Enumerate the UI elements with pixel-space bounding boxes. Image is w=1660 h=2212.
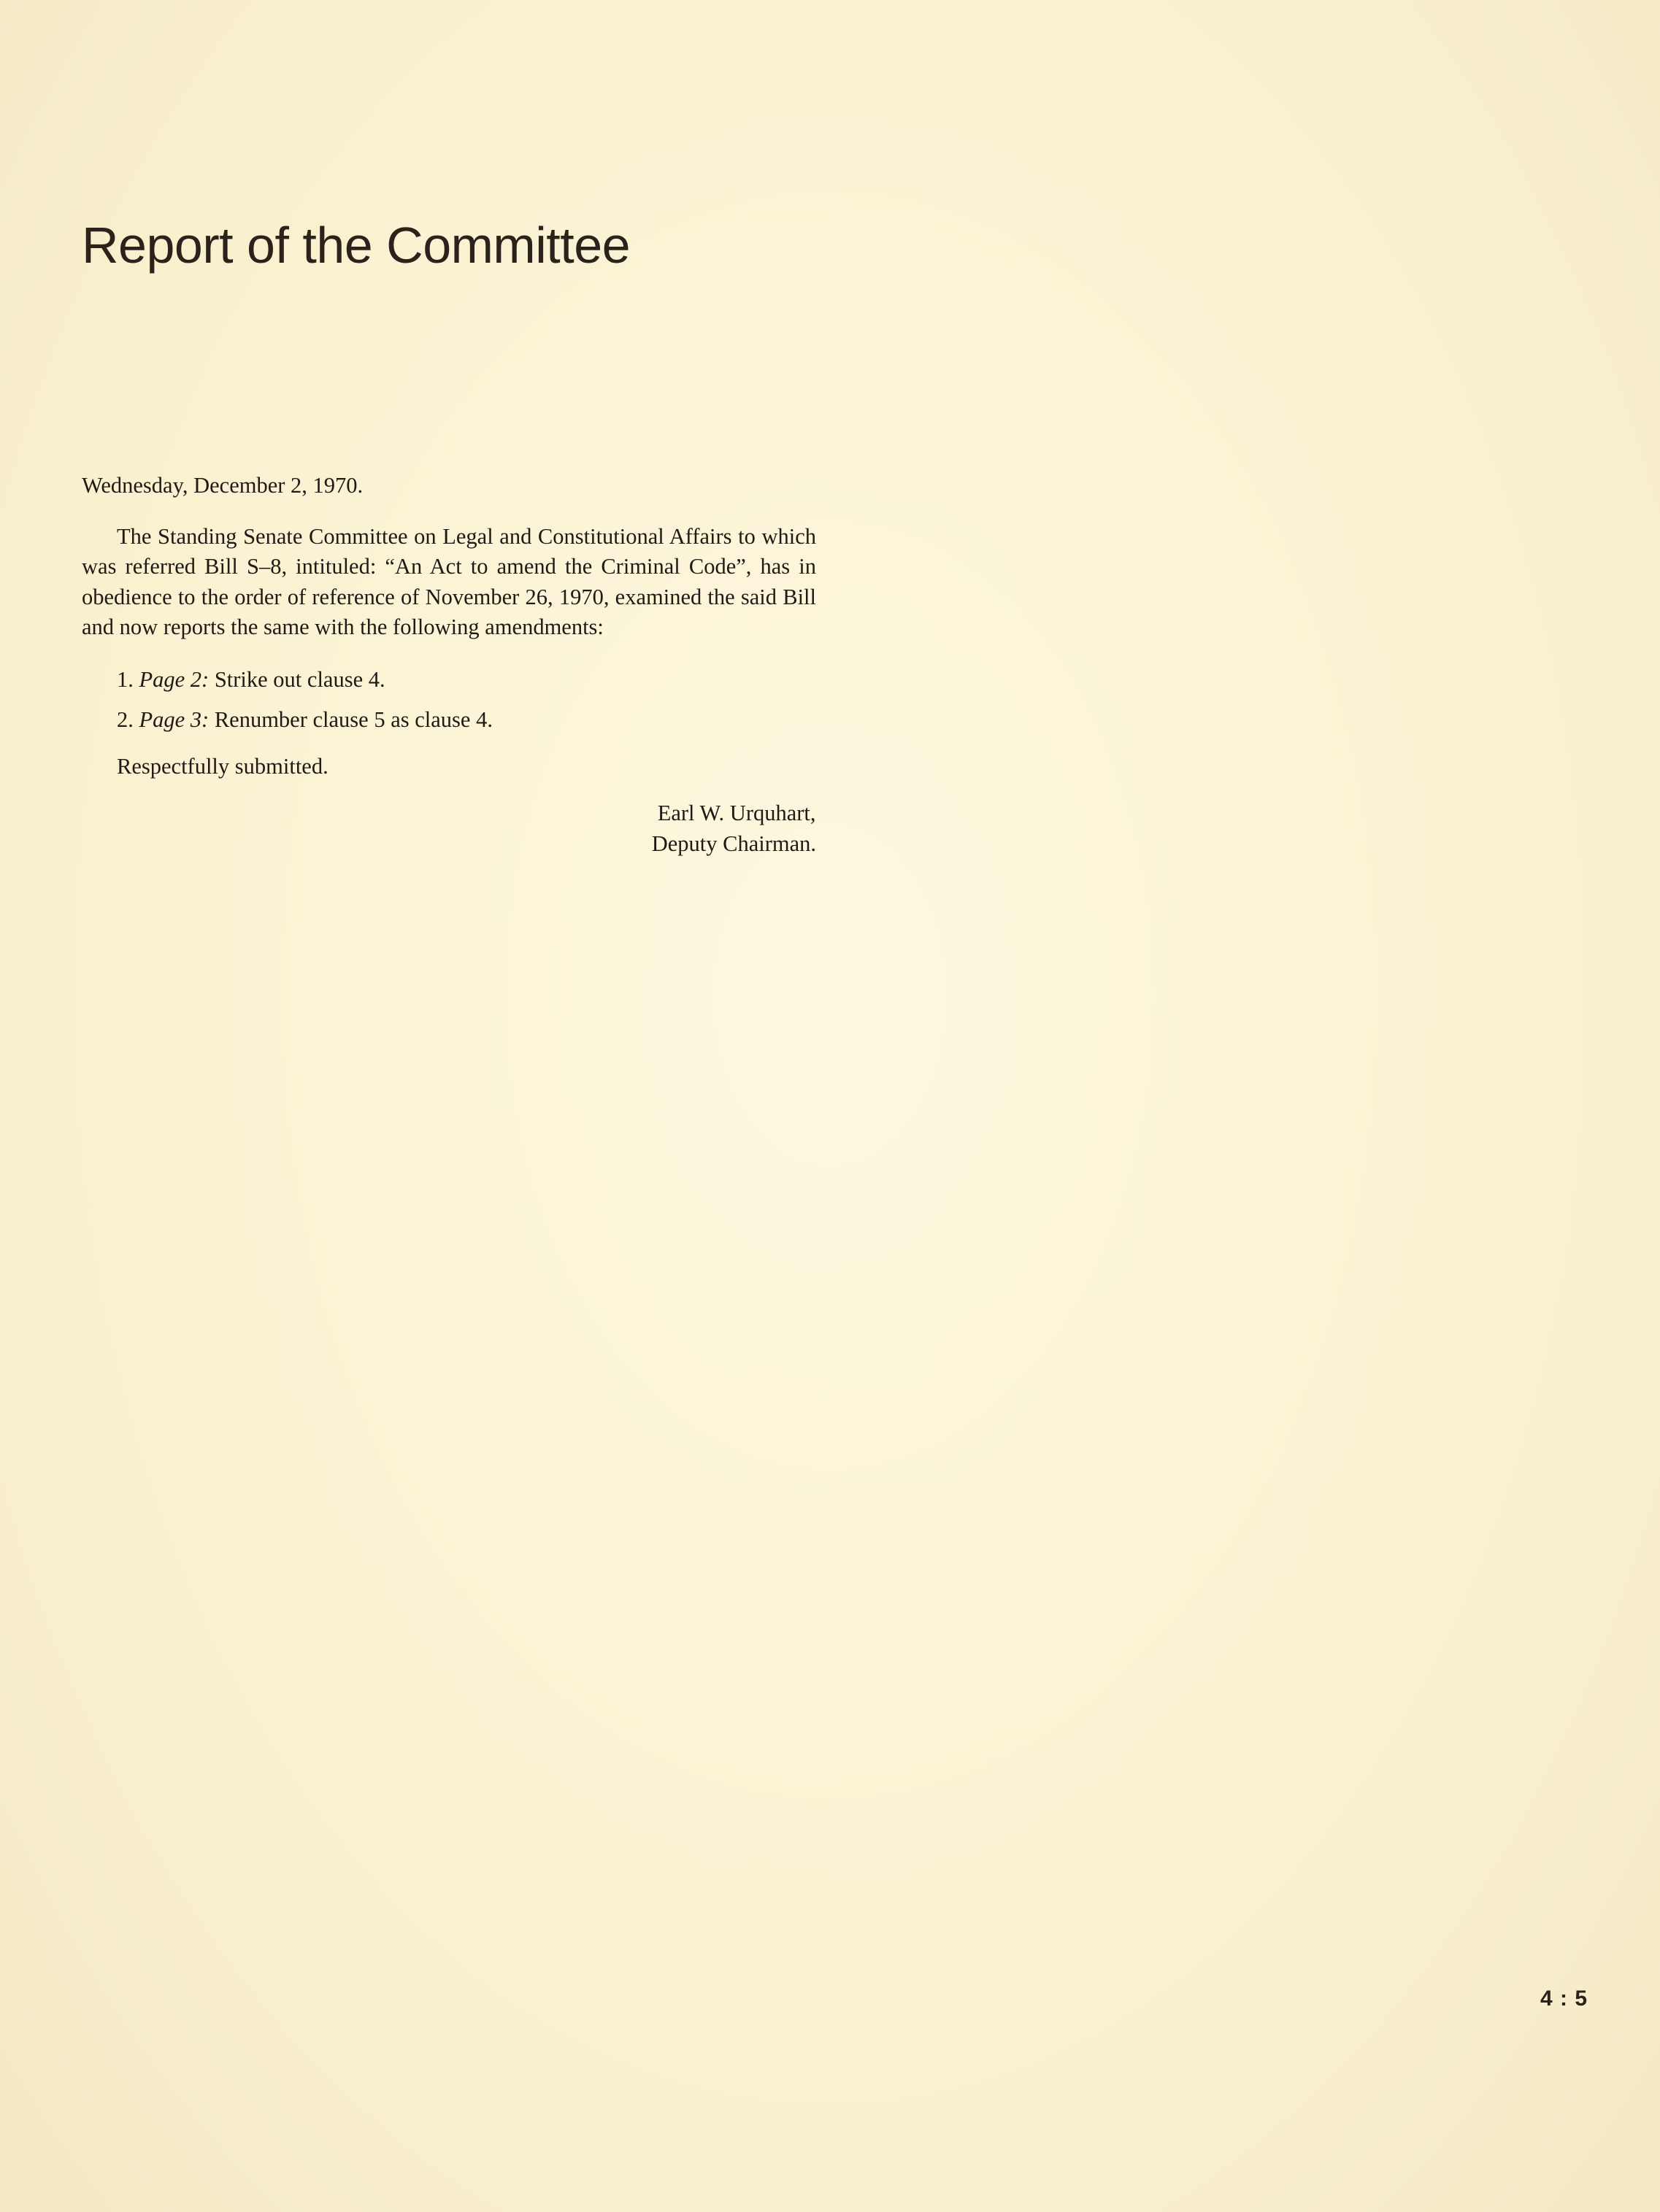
amendment-text: Renumber clause 5 as clause 4. (214, 707, 493, 732)
amendment-page-ref: Page 3: (139, 707, 210, 732)
report-title: Report of the Committee (82, 217, 631, 274)
signatory-title: Deputy Chairman. (651, 831, 816, 856)
report-body (82, 471, 816, 859)
report-date: Wednesday, December 2, 1970. (82, 473, 364, 498)
amendments-list (82, 665, 816, 736)
page-number: 4 : 5 (1540, 1986, 1588, 2011)
report-intro-paragraph: The Standing Senate Committee on Legal and Constitutional Affairs to which was referred Bill S–8, intituled: “An Act to amend the Criminal Code”, has in obedience to the order of reference of November 26, 1970, examined the said Bill and now reports the same with the following amendments: (82, 523, 816, 639)
signature-block (82, 798, 816, 859)
amendment-page-ref: Page 2: (139, 666, 210, 692)
amendment-text: Strike out clause 4. (214, 666, 385, 692)
amendment-number: 1. (117, 666, 134, 692)
amendment-item (117, 665, 816, 695)
amendment-number: 2. (117, 707, 134, 732)
signatory-name: Earl W. Urquhart, (657, 801, 816, 825)
amendment-item (117, 705, 816, 736)
closing-line: Respectfully submitted. (117, 753, 328, 779)
